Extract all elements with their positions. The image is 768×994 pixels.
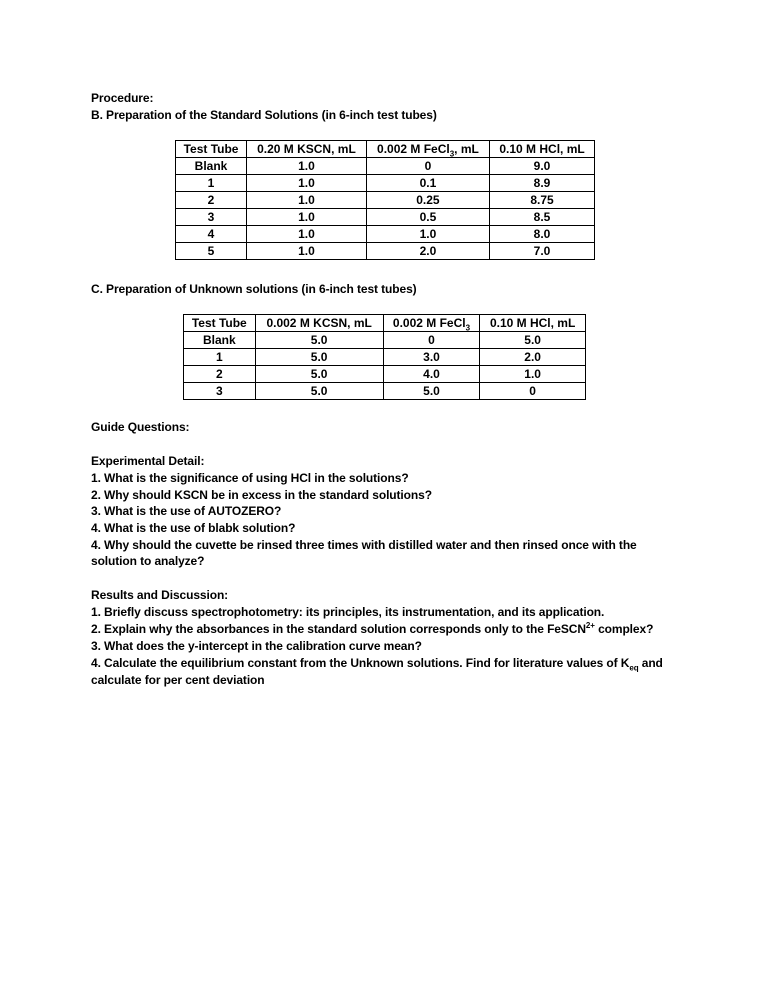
table-cell: 5.0 <box>255 383 383 400</box>
table-cell: 1 <box>184 349 256 366</box>
table-row <box>184 332 586 349</box>
table-cell: 5.0 <box>255 332 383 349</box>
experimental-detail-heading: Experimental Detail: <box>91 454 205 468</box>
table-cell: 0 <box>383 332 480 349</box>
table-cell: 5.0 <box>480 332 586 349</box>
table-row <box>176 243 595 260</box>
table-row <box>176 226 595 243</box>
table-row <box>184 366 586 383</box>
column-header: 0.002 M KCSN, mL <box>255 315 383 332</box>
table-cell: 1.0 <box>247 209 367 226</box>
table-row <box>176 158 595 175</box>
table-cell: 2.0 <box>480 349 586 366</box>
column-header: Test Tube <box>184 315 256 332</box>
results-question-1: 1. Briefly discuss spectrophotometry: its principles, its instrumentation, and its application. <box>91 605 605 619</box>
section-b-heading: B. Preparation of the Standard Solutions (in 6-inch test tubes) <box>91 108 437 122</box>
table-header-row <box>176 141 595 158</box>
table-cell: 0 <box>366 158 489 175</box>
table-cell: 2 <box>176 192 247 209</box>
table-row <box>176 209 595 226</box>
table-row <box>184 349 586 366</box>
table-row <box>176 175 595 192</box>
results-question-3: 3. What does the y-intercept in the calibration curve mean? <box>91 639 422 653</box>
table-cell: 5 <box>176 243 247 260</box>
experimental-question-1: 1. What is the significance of using HCl in the solutions? <box>91 471 409 485</box>
table-cell: Blank <box>176 158 247 175</box>
results-question-4-line-2: calculate for per cent deviation <box>91 673 265 687</box>
table-cell: 8.75 <box>490 192 595 209</box>
column-header: 0.10 M HCl, mL <box>480 315 586 332</box>
table-cell: 1.0 <box>247 226 367 243</box>
table-cell: 1.0 <box>247 243 367 260</box>
table-cell: 5.0 <box>383 383 480 400</box>
table-cell: 3 <box>184 383 256 400</box>
table-cell: 8.5 <box>490 209 595 226</box>
column-header: 0.10 M HCl, mL <box>490 141 595 158</box>
table-cell: 5.0 <box>255 366 383 383</box>
table-row <box>184 383 586 400</box>
table-cell: 0 <box>480 383 586 400</box>
table-row <box>176 192 595 209</box>
column-header: Test Tube <box>176 141 247 158</box>
table-cell: 3.0 <box>383 349 480 366</box>
table-cell: 2.0 <box>366 243 489 260</box>
column-header: 0.002 M FeCl$_3$, mL <box>366 141 489 158</box>
table-cell: 2 <box>184 366 256 383</box>
section-c-heading: C. Preparation of Unknown solutions (in 6-inch test tubes) <box>91 282 417 296</box>
table-cell: 0.5 <box>366 209 489 226</box>
table-header-row <box>184 315 586 332</box>
results-question-4: 4. Calculate the equilibrium constant from the Unknown solutions. Find for literature values of $K_{eq}$ and <box>91 656 663 673</box>
table-cell: 1.0 <box>480 366 586 383</box>
experimental-question-3: 3. What is the use of AUTOZERO? <box>91 504 282 518</box>
column-header: 0.20 M KSCN, mL <box>247 141 367 158</box>
table-cell: 0.1 <box>366 175 489 192</box>
results-question-2: 2. Explain why the absorbances in the standard solution corresponds only to the FeSCN$^{2+}$ complex? <box>91 621 654 636</box>
table-cell: 5.0 <box>255 349 383 366</box>
table-cell: 8.9 <box>490 175 595 192</box>
table-cell: 9.0 <box>490 158 595 175</box>
column-header: 0.002 M FeCl$_3$ <box>383 315 480 332</box>
standard-solutions-table <box>175 140 595 260</box>
table-cell: 1 <box>176 175 247 192</box>
experimental-question-4: 4. What is the use of blabk solution? <box>91 521 296 535</box>
table-cell: 3 <box>176 209 247 226</box>
table-cell: 4.0 <box>383 366 480 383</box>
table-cell: 1.0 <box>247 175 367 192</box>
table-cell: 1.0 <box>366 226 489 243</box>
procedure-heading: Procedure: <box>91 91 154 105</box>
table-cell: 1.0 <box>247 192 367 209</box>
table-cell: 7.0 <box>490 243 595 260</box>
results-discussion-heading: Results and Discussion: <box>91 588 229 602</box>
table-cell: 0.25 <box>366 192 489 209</box>
table-cell: 8.0 <box>490 226 595 243</box>
experimental-question-5-line-2: solution to analyze? <box>91 554 205 568</box>
experimental-question-5-line-1: 4. Why should the cuvette be rinsed three times with distilled water and then rinsed once with the <box>91 538 637 552</box>
guide-questions-heading: Guide Questions: <box>91 420 190 434</box>
table-cell: 1.0 <box>247 158 367 175</box>
table-cell: Blank <box>184 332 256 349</box>
table-cell: 4 <box>176 226 247 243</box>
experimental-question-2: 2. Why should KSCN be in excess in the standard solutions? <box>91 488 432 502</box>
unknown-solutions-table <box>183 314 586 400</box>
